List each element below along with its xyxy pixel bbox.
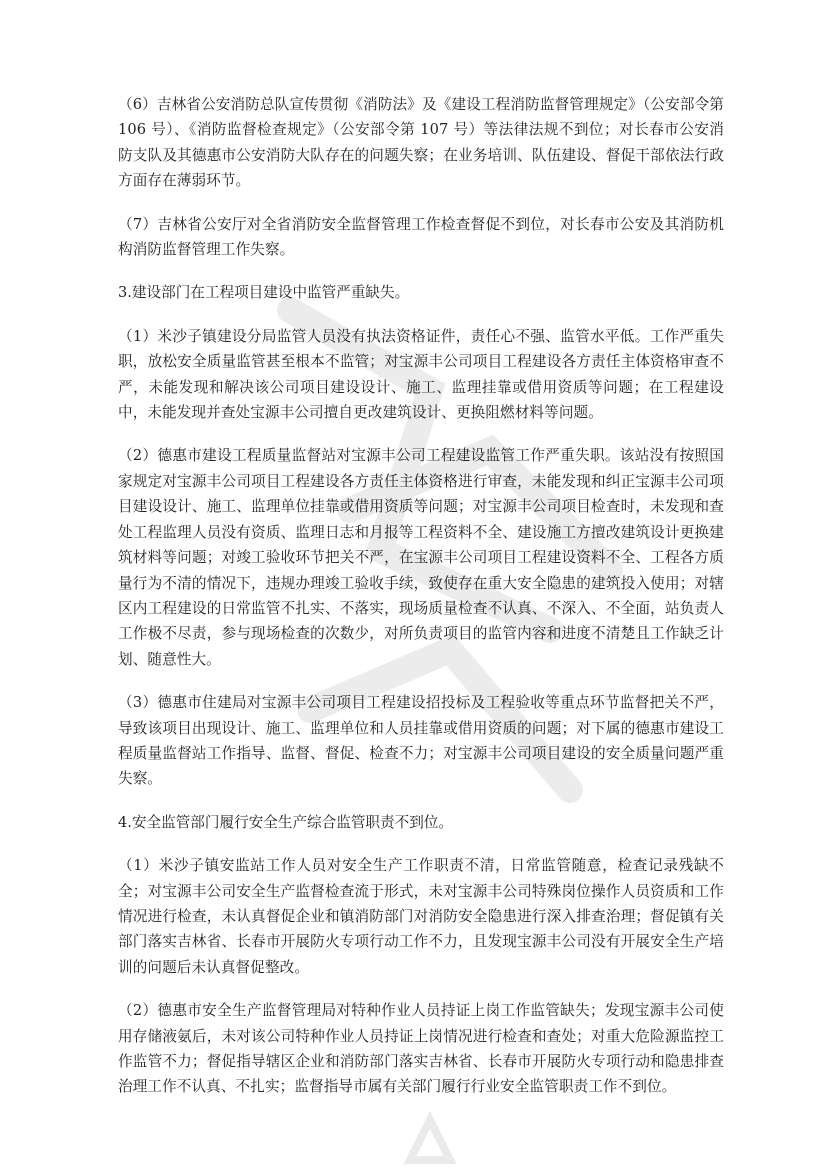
section-heading: 3.建设部门在工程项目建设中监管严重缺失。 [118,284,410,302]
body-paragraph: （3）德惠市住建局对宝源丰公司项目工程建设招投标及工程验收等重点环节监督把关不严，导致该项目出现设计、施工、监理单位和人员挂靠或借用资质的问题；对下属的德惠市建设工程质量监督站工作指导、监督、督促、检查不力；对宝源丰公司项目建设的安全质量问题严重失察。 [118,694,724,788]
body-paragraph: （2）德惠市安全生产监督管理局对特种作业人员持证上岗工作监管缺失；发现宝源丰公司使用存储液氨后，未对该公司特种作业人员持证上岗情况进行检查和查处；对重大危险源监控工作监管不力；督促指导辖区企业和消防部门落实吉林省、长春市开展防火专项行动和隐患排查治理工作不认真、不扎实；监督指导市属有关部门履行行业安全监管职责工作不到位。 [118,1002,724,1096]
document-page [118,92,724,1118]
corner-watermark-mark [400,1110,460,1170]
body-paragraph: （6）吉林省公安消防总队宣传贯彻《消防法》及《建设工程消防监督管理规定》（公安部令第 106 号）、《消防监督检查规定》（公安部令第 107 号）等法律法规不到位；对长春市公安消防支队及其德惠市公安消防大队存在的问题失察；在业务培训、队伍建设、督促干部依法行政方面存在薄弱环节。 [118,96,724,190]
body-paragraph: （2）德惠市建设工程质量监督站对宝源丰公司工程建设监管工作严重失职。该站没有按照国家规定对宝源丰公司项目工程建设各方责任主体资格进行审查，未能发现和纠正宝源丰公司项目建设设计、施工、监理单位挂靠或借用资质等问题；对宝源丰公司项目检查时，未发现和查处工程监理人员没有资质、监理日志和月报等工程资料不全、建设施工方擅改建筑设计更换建筑材料等问题；对竣工验收环节把关不严，在宝源丰公司项目工程建设资料不全、工程各方质量行为不清的情况下，违规办理竣工验收手续，致使存在重大安全隐患的建筑投入使用；对辖区内工程建设的日常监管不扎实、不落实，现场质量检查不认真、不深入、不全面，站负责人工作极不尽责，参与现场检查的次数少，对所负责项目的监管内容和进度不清楚且工作缺乏计划、随意性大。 [118,447,724,668]
body-paragraph: （7）吉林省公安厅对全省消防安全监督管理工作检查督促不到位，对长春市公安及其消防机构消防监督管理工作失察。 [118,215,724,259]
body-paragraph: （1）米沙子镇安监站工作人员对安全生产工作职责不清，日常监管随意，检查记录残缺不全；对宝源丰公司安全生产监督检查流于形式，未对宝源丰公司特殊岗位操作人员资质和工作情况进行检查，未认真督促企业和镇消防部门对消防安全隐患进行深入排查治理；督促镇有关部门落实吉林省、长春市开展防火专项行动工作不力，且发现宝源丰公司没有开展安全生产培训的问题后未认真督促整改。 [118,857,724,976]
body-paragraph: （1）米沙子镇建设分局监管人员没有执法资格证件，责任心不强、监管水平低。工作严重失职，放松安全质量监管甚至根本不监管；对宝源丰公司项目工程建设各方责任主体资格审查不严，未能发现和解决该公司项目建设设计、施工、监理挂靠或借用资质等问题；在工程建设中，未能发现并查处宝源丰公司擅自更改建筑设计、更换阻燃材料等问题。 [118,327,724,422]
section-heading: 4.安全监管部门履行安全生产综合监管职责不到位。 [118,813,453,831]
